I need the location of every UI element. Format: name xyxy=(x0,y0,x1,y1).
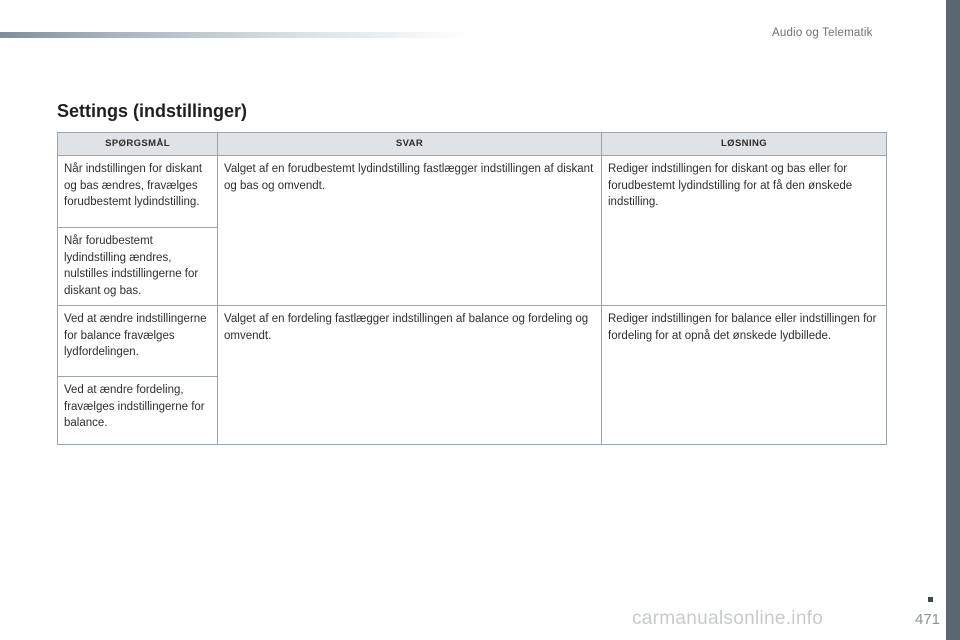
column-header-solution: LØSNING xyxy=(602,133,887,156)
answer-cell: Valget af en forudbestemt lydindstilling fastlægger indstillingen af diskant og bas og omvendt. xyxy=(218,156,602,306)
solution-cell: Rediger indstillingen for diskant og bas eller for forudbestemt lydindstilling for at få den ønskede indstilling. xyxy=(602,156,887,306)
section-header: Audio og Telematik xyxy=(772,27,873,39)
watermark: carmanualsonline.info xyxy=(632,608,824,629)
column-header-answer: SVAR xyxy=(218,133,602,156)
table-row xyxy=(58,156,887,228)
solution-cell: Rediger indstillingen for balance eller indstillingen for fordeling for at opnå det ønskede lydbillede. xyxy=(602,306,887,445)
question-cell: Ved at ændre fordeling, fravælges indstillingerne for balance. xyxy=(58,377,218,445)
table-header-row xyxy=(58,133,887,156)
page-marker-dot xyxy=(928,597,933,602)
page-title: Settings (indstillinger) xyxy=(57,101,248,121)
table-row xyxy=(58,306,887,377)
page-number: 471 xyxy=(915,611,941,628)
question-cell: Når forudbestemt lydindstilling ændres, nulstilles indstillingerne for diskant og bas. xyxy=(58,228,218,306)
question-cell: Ved at ændre indstillingerne for balance fravælges lydfordelingen. xyxy=(58,306,218,377)
settings-table xyxy=(57,132,887,445)
question-cell: Når indstillingen for diskant og bas ændres, fravælges forudbestemt lydindstilling. xyxy=(58,156,218,228)
header-decor-bar xyxy=(0,32,470,38)
column-header-question: SPØRGSMÅL xyxy=(58,133,218,156)
answer-cell: Valget af en fordeling fastlægger indstillingen af balance og fordeling og omvendt. xyxy=(218,306,602,445)
page-edge-strip xyxy=(946,0,960,640)
